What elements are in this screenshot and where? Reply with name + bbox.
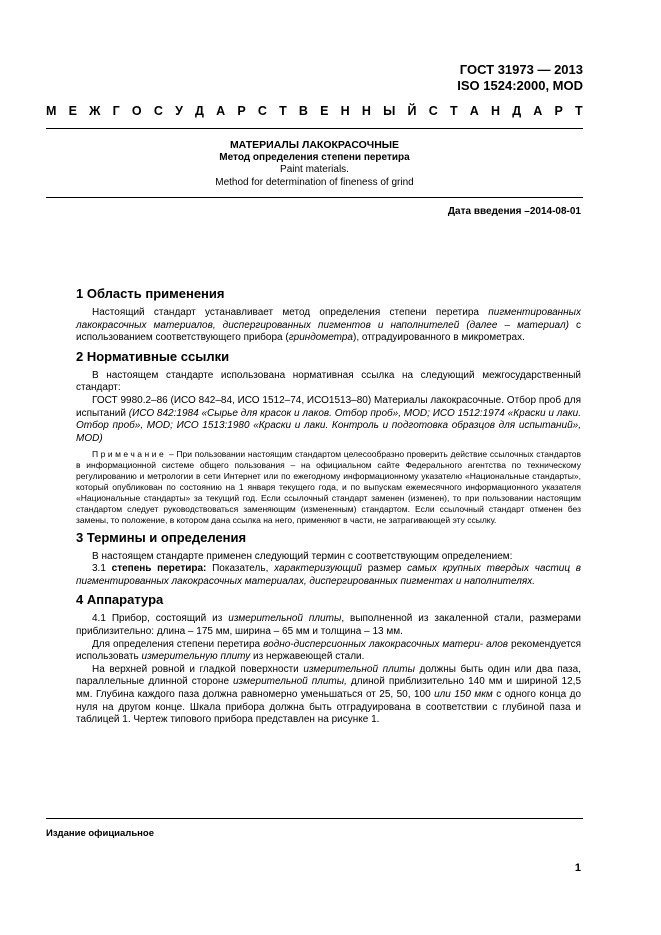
banner-letter: Н — [340, 104, 350, 118]
section-3-intro: В настоящем стандарте применен следующий термин с соответствующим определением: — [92, 550, 513, 562]
section-4-p3: На верхней ровной и гладкой поверхности измерительной плиты должны быть один или два паза, параллельные длинной стороне измерительной плиты, длиной приблизительно 140 мм и шириной 12,5 мм. Глубина каждого паза должна равномерно уменьшаться от 25, 50, 100 или 150 мкм с одного конца до нуля на другом конце. Шкала прибора должна быть отградуирована в соответствии с глубиной паза и таблицей 1. Чертеж типового прибора представлен на рисунке 1. — [76, 663, 582, 726]
standard-designation — [457, 62, 583, 94]
section-2-heading: 2 Нормативные ссылки — [76, 348, 230, 364]
section-3-heading: 3 Термины и определения — [76, 529, 247, 545]
banner-letter: А — [469, 104, 479, 118]
interstate-standard-banner — [46, 104, 583, 118]
section-1-text: Настоящий стандарт устанавливает метод определения степени перетира пигментированных лакокрасочных материалов, диспергированных пигментов и наполнителей (далее – материал) с использованием соответствующего прибора (гриндометра), отградуированного в микрометрах. — [76, 307, 581, 344]
title-en-sub: Method for determination of fineness of grind — [215, 176, 414, 188]
title-rule — [46, 197, 583, 198]
banner-letter: В — [298, 104, 308, 118]
banner-letter: Ы — [383, 104, 396, 118]
section-3-term: 3.1 степень перетира: Показатель, характеризующий размер самых крупных твердых частиц в пигментированных лакокрасочных материалах, диспергированных пигментах и наполнителях. — [76, 563, 582, 587]
banner-letter: М — [46, 104, 57, 118]
banner-letter: Р — [237, 104, 246, 118]
title-ru-sub: Метод определения степени перетира — [219, 151, 410, 163]
footer-rule — [46, 818, 583, 819]
banner-letter: А — [533, 104, 543, 118]
official-edition: Издание официальное — [46, 828, 154, 839]
top-rule — [46, 128, 583, 129]
document-body — [76, 286, 581, 727]
section-2-intro: В настоящем стандарте использована нормативная ссылка на следующий межгосударственный стандарт: — [76, 369, 581, 394]
banner-letter: Е — [320, 104, 329, 118]
standard-number: ГОСТ 31973 — 2013 — [459, 62, 583, 77]
banner-letter: Н — [490, 104, 501, 118]
banner-letter: А — [216, 104, 226, 118]
banner-letter: С — [257, 104, 267, 118]
iso-number: ISO 1524:2000, MOD — [457, 78, 583, 93]
section-4-p2: Для определения степени перетира водно-дисперсионных лакокрасочных матери- алов рекомендуется использовать измерительную плиту из нержавеющей стали. — [76, 638, 581, 663]
banner-letter: Т — [449, 104, 458, 118]
banner-letter: Д — [195, 104, 204, 118]
title-block — [46, 139, 583, 189]
section-4-heading: 4 Аппаратура — [76, 592, 164, 608]
title-ru-main: МАТЕРИАЛЫ ЛАКОКРАСОЧНЫЕ — [229, 139, 400, 151]
banner-letter: Т — [575, 104, 583, 118]
section-2-reference: ГОСТ 9980.2–86 (ИСО 842–84, ИСО 1512–74, ИСО1513–80) Материалы лакокрасочные. Отбор проб для испытаний (ИСО 842:1984 «Сырье для красок и лаков. Отбор проб», MOD; ИСО 1512:1974 «Краски и лаки. Отбор проб», MOD; ИСО 1513:1980 «Краски и лаки. Контроль и подготовка образцов для испытаний», MOD) — [76, 394, 581, 444]
title-en-main: Paint materials. — [280, 164, 349, 175]
banner-letter: Т — [279, 104, 287, 118]
intro-date: Дата введения –2014-08-01 — [447, 206, 581, 217]
page-number: 1 — [574, 862, 581, 874]
banner-letter: Д — [512, 104, 522, 118]
banner-letter: Р — [554, 104, 563, 118]
banner-letter: Й — [407, 104, 417, 118]
banner-letter: У — [175, 104, 183, 118]
banner-letter: С — [153, 104, 163, 118]
section-4-p1: 4.1 Прибор, состоящий из измерительной плиты, выполненной из закаленной стали, размерами приблизительно: длина – 175 мм, ширина – 65 мм и толщина – 13 мм. — [76, 613, 581, 638]
banner-letter: Ж — [89, 104, 101, 118]
section-1-heading: 1 Область применения — [76, 286, 225, 301]
banner-letter: Г — [112, 104, 120, 118]
banner-letter: Е — [68, 104, 77, 118]
banner-letter: С — [428, 104, 438, 118]
banner-letter: Н — [361, 104, 371, 118]
section-2-note: Примечание – При пользовании настоящим стандартом целесообразно проверить действие ссылочных стандартов в информационной системе общего пользования – на официальном сайте Федерального агентства по техническому регулированию и метрологии в сети Интернет или по ежегодному информационному указателю «Национальные стандарты», который опубликован по состоянию на 1 января текущего года, и по выпускам ежемесячного информационного указателя «Национальные стандарты» за текущий год. Если ссылочный стандарт заменен (изменен), то при пользовании настоящим стандартом следует руководствоваться заменяющим (измененным) стандартом. Если ссылочный стандарт отменен без замены, то положение, в котором дана ссылка на него, применяют в части, не затрагивающей эту ссылку. — [76, 449, 581, 525]
banner-letter: О — [131, 104, 142, 118]
